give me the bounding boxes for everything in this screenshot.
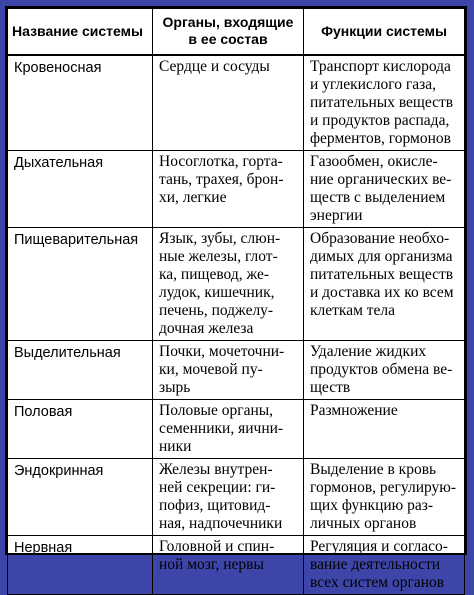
cell-system-name	[8, 227, 153, 340]
table-frame	[5, 6, 467, 591]
organs-text: Почки, мочеточни- ки, мочевой пу- зырь	[159, 342, 285, 396]
functions-text: Образование необхо- димых для организма питательных веществ и доставка их ко всем клеткам тела	[310, 229, 454, 319]
cell-organs	[153, 399, 304, 458]
cell-functions	[304, 399, 465, 458]
cell-organs	[153, 458, 304, 535]
cell-system-name	[8, 458, 153, 535]
cell-system-name	[8, 399, 153, 458]
cell-system-name	[8, 535, 153, 594]
functions-text: Выделение в кровь гормонов, регулирую- щих функцию раз- личных органов	[310, 460, 457, 532]
header-organs-text: Органы, входящие в ее состав	[162, 14, 294, 48]
header-functions	[304, 9, 465, 55]
cell-organs	[153, 340, 304, 399]
cell-functions	[304, 150, 465, 227]
system-name-text: Пищеварительная	[14, 231, 139, 248]
system-name-text: Дыхательная	[14, 154, 104, 171]
table-row	[8, 399, 465, 458]
system-name-text: Кровеносная	[14, 59, 102, 76]
cell-organs	[153, 535, 304, 594]
organs-text: Половые органы, семенники, яични- ники	[159, 401, 284, 455]
functions-text: Транспорт кислорода и углекислого газа, питательных веществ и продуктов распада, ферментов, гормонов	[310, 57, 454, 147]
organ-systems-table	[7, 8, 465, 595]
cell-system-name	[8, 55, 153, 151]
header-system-name-text: Название системы	[12, 22, 143, 39]
cell-functions	[304, 458, 465, 535]
organs-text: Головной и спин- ной мозг, нервы	[159, 537, 275, 573]
organs-text: Язык, зубы, слюн- ные железы, глот- ка, пищевод, же- лудок, кишечник, печень, поджелу- дочная железа	[159, 229, 281, 337]
system-name-text: Выделительная	[14, 344, 121, 361]
table-row	[8, 458, 465, 535]
table-row	[8, 340, 465, 399]
system-name-text: Половая	[14, 403, 73, 420]
cell-organs	[153, 55, 304, 151]
organs-text: Сердце и сосуды	[159, 57, 270, 75]
functions-text: Регуляция и согласо- вание деятельности всех систем органов	[310, 537, 448, 591]
table-row	[8, 55, 465, 151]
cell-organs	[153, 227, 304, 340]
table-row	[8, 535, 465, 594]
cell-functions	[304, 227, 465, 340]
organs-text: Железы внутрен- ней секреции: ги- пофиз, щитовид- ная, надпочечники	[159, 460, 283, 532]
cell-functions	[304, 535, 465, 594]
table-row	[8, 227, 465, 340]
table-row	[8, 150, 465, 227]
functions-text: Газообмен, окисле- ние органических ве- ществ с выделением энергии	[310, 152, 452, 224]
cell-system-name	[8, 150, 153, 227]
organs-text: Носоглотка, горта- тань, трахея, брон- хи, легкие	[159, 152, 284, 206]
functions-text: Удаление жидких продуктов обмена ве- ществ	[310, 342, 453, 396]
header-organs	[153, 9, 304, 55]
cell-organs	[153, 150, 304, 227]
system-name-text: Эндокринная	[14, 462, 104, 479]
header-functions-text: Функции системы	[321, 22, 447, 39]
system-name-text: Нервная	[14, 539, 73, 556]
cell-functions	[304, 55, 465, 151]
header-system-name	[8, 9, 153, 55]
table-header-row	[8, 9, 465, 55]
cell-functions	[304, 340, 465, 399]
cell-system-name	[8, 340, 153, 399]
functions-text: Размножение	[310, 401, 398, 419]
